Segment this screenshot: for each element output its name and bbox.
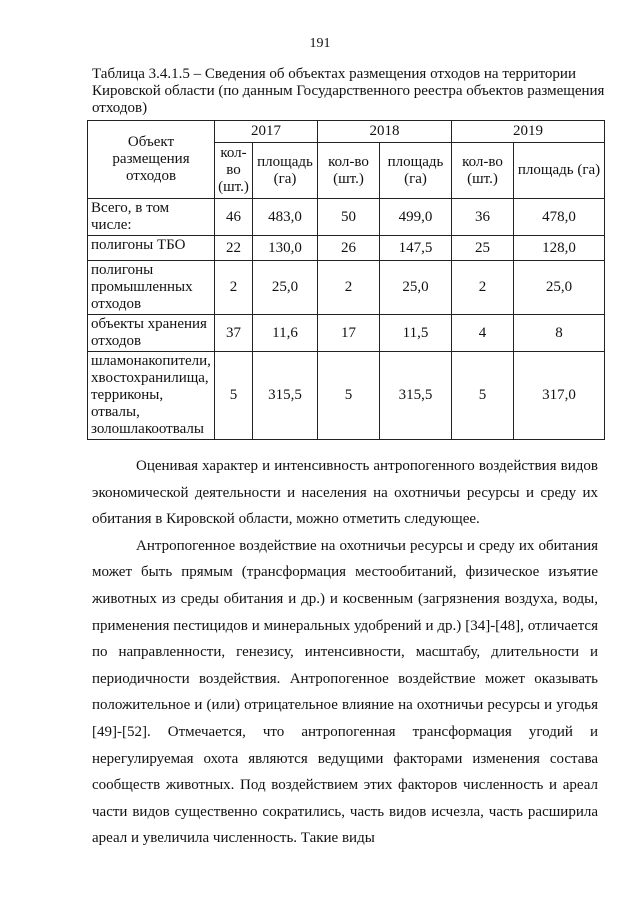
table-cell: 147,5 [380,236,452,261]
table-cell: 4 [452,315,514,352]
row-label: объекты хранения отходов [88,315,215,352]
table-cell: 17 [318,315,380,352]
header-count: кол-во (шт.) [318,143,380,199]
table-row [88,261,605,315]
page-number: 191 [309,36,331,51]
table-cell: 5 [215,352,253,440]
table-cell: 37 [215,315,253,352]
table-cell: 50 [318,199,380,236]
table-row [88,315,605,352]
table-cell: 483,0 [253,199,318,236]
table-cell: 5 [452,352,514,440]
header-area: площадь (га) [253,143,318,199]
header-year: 2017 [215,121,318,143]
table-caption: Таблица 3.4.1.5 – Сведения об объектах размещения отходов на территории Кировской области (по данным Государственного реестра объектов размещения отходов) [92,66,605,116]
header-year: 2019 [452,121,605,143]
table-header [88,121,605,199]
table-cell: 5 [318,352,380,440]
table-cell: 25,0 [514,261,605,315]
row-label: полигоны ТБО [88,236,215,261]
table-cell: 25 [452,236,514,261]
row-label: шламонакопители, хвостохранилища, терриконы, отвалы, золошлакоотвалы [88,352,215,440]
table-cell: 478,0 [514,199,605,236]
row-label: полигоны промышленных отходов [88,261,215,315]
table-cell: 8 [514,315,605,352]
body-text [92,453,598,852]
header-area: площадь (га) [380,143,452,199]
table-cell: 46 [215,199,253,236]
table-row [88,199,605,236]
table-cell: 25,0 [380,261,452,315]
header-count: кол-во (шт.) [452,143,514,199]
table-cell: 26 [318,236,380,261]
table-cell: 11,6 [253,315,318,352]
header-object: Объект размещения отходов [88,121,215,199]
table-cell: 36 [452,199,514,236]
table-cell: 128,0 [514,236,605,261]
table-cell: 2 [452,261,514,315]
table-cell: 2 [318,261,380,315]
table-row [88,236,605,261]
table-cell: 2 [215,261,253,315]
table-cell: 315,5 [380,352,452,440]
table-cell: 22 [215,236,253,261]
table-cell: 25,0 [253,261,318,315]
row-label: Всего, в том числе: [88,199,215,236]
waste-sites-table [87,120,605,440]
paragraph: Антропогенное воздействие на охотничьи ресурсы и среду их обитания может быть прямым (трансформация местообитаний, физическое изъятие животных из среды обитания и др.) и косвенным (загрязнения воздуха, воды, применения пестицидов и минеральных удобрений и др.) [34]-[48], отличается по направленности, генезису, интенсивности, масштабу, длительности и периодичности воздействия. Антропогенное воздействие может оказывать положительное и (или) отрицательное влияние на охотничьи ресурсы и угодья [49]-[52]. Отмечается, что антропогенная трансформация угодий и нерегулируемая охота являются ведущими факторами изменения состава сообществ животных. Под воздействием этих факторов численность и ареал части видов существенно сократились, часть видов исчезла, часть расширила ареал и увеличила численность. Такие виды [92,537,598,847]
table-cell: 499,0 [380,199,452,236]
table-row [88,352,605,440]
table-cell: 315,5 [253,352,318,440]
header-count: кол-во (шт.) [215,143,253,199]
header-year: 2018 [318,121,452,143]
table-cell: 11,5 [380,315,452,352]
table-cell: 130,0 [253,236,318,261]
paragraph: Оценивая характер и интенсивность антропогенного воздействия видов экономической деятельности и населения на охотничьи ресурсы и среду их обитания в Кировской области, можно отметить следующее. [92,458,598,528]
table-cell: 317,0 [514,352,605,440]
header-area: площадь (га) [514,143,605,199]
